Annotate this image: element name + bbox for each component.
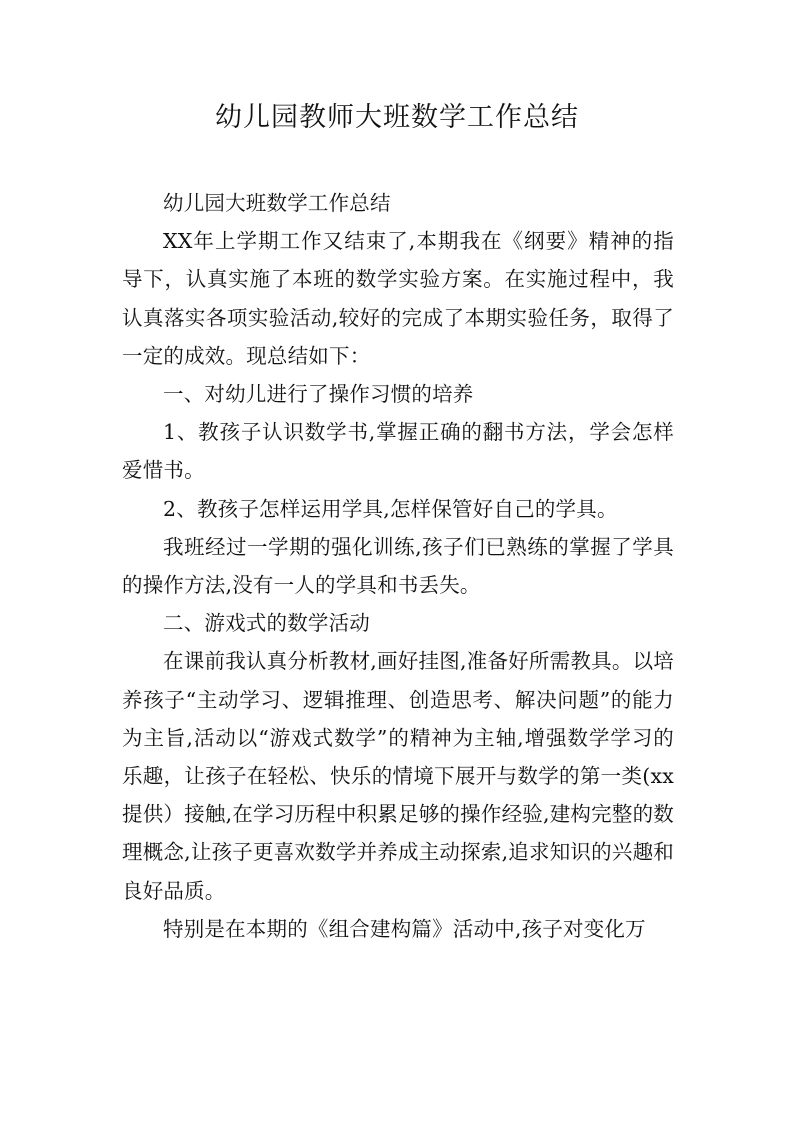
body-paragraph: XX年上学期工作又结束了,本期我在《纲要》精神的指导下，认真实施了本班的数学实验方案。在实施过程中，我认真落实各项实验活动,较好的完成了本期实验任务，取得了一定的成效。现总结如下：: [122, 229, 674, 368]
body-paragraph: 特别是在本期的《组合建构篇》活动中,孩子对变化万: [163, 916, 646, 941]
section-heading: 二、游戏式的数学活动: [163, 611, 370, 636]
body-paragraph: 2、教孩子怎样运用学具,怎样保管好自己的学具。: [163, 496, 618, 521]
document-body: [122, 184, 674, 948]
body-paragraph: 1、教孩子认识数学书,掌握正确的翻书方法，学会怎样爱惜书。: [122, 420, 674, 483]
subtitle-paragraph: 幼儿园大班数学工作总结: [163, 191, 391, 215]
document-title: 幼儿园教师大班数学工作总结: [215, 102, 579, 133]
section-heading: 一、对幼儿进行了操作习惯的培养: [163, 382, 474, 407]
body-paragraph: 我班经过一学期的强化训练,孩子们已熟练的掌握了学具的操作方法,没有一人的学具和书丢失。: [122, 534, 674, 598]
body-paragraph: 在课前我认真分析教材,画好挂图,准备好所需教具。以培养孩子“主动学习、逻辑推理、创造思考、解决问题”的能力为主旨,活动以“游戏式数学”的精神为主轴,增强数学学习的乐趣，让孩子在轻松、快乐的情境下展开与数学的第一类(xx提供）接触,在学习历程中积累足够的操作经验,建构完整的数理概念,让孩子更喜欢数学并养成主动探索,追求知识的兴趣和良好品质。: [122, 649, 674, 903]
